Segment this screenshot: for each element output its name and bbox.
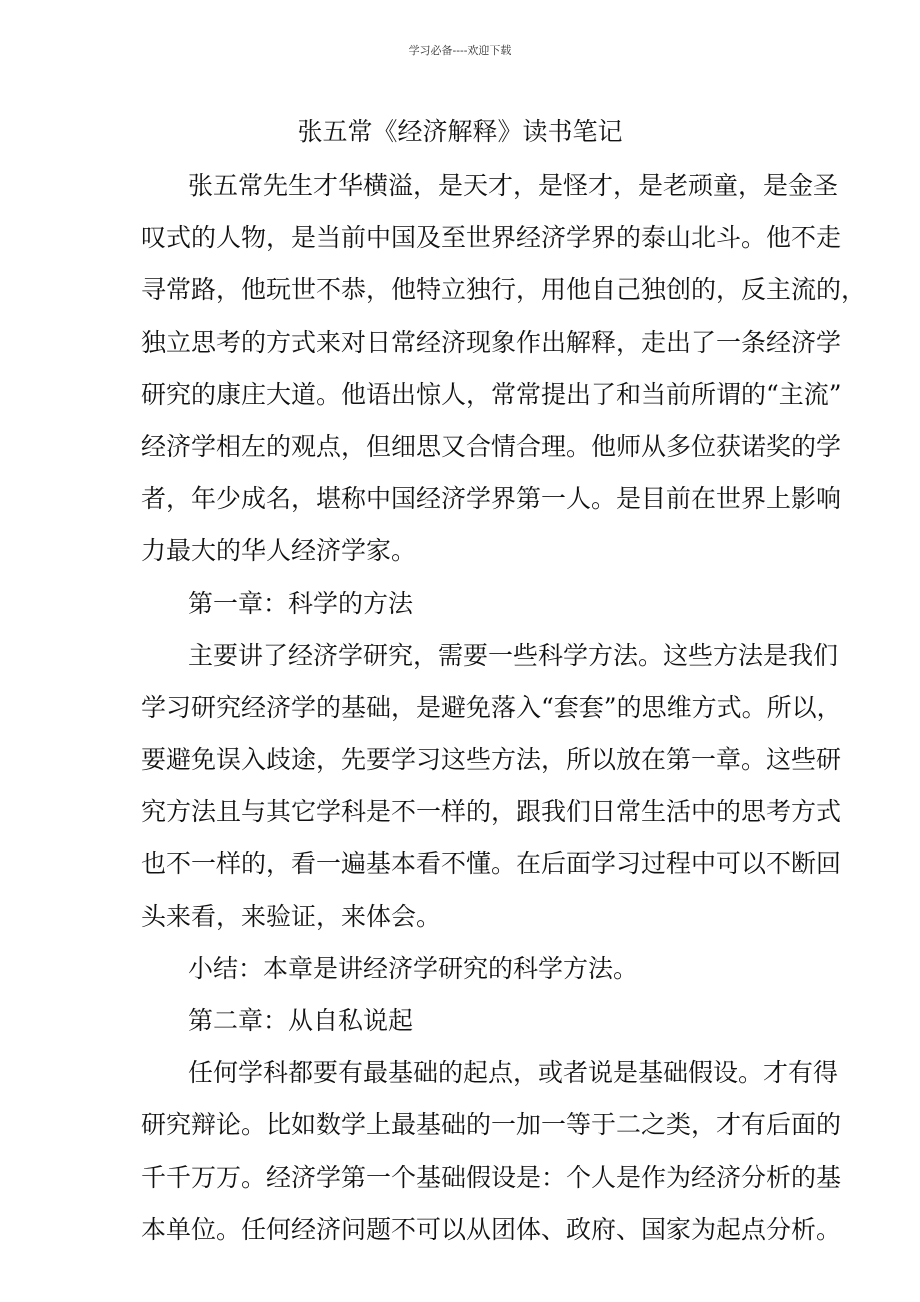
- paragraph: [141, 578, 783, 630]
- text-line: 者，年少成名，堪称中国经济学界第一人。是目前在世界上影响: [141, 484, 842, 514]
- text-line: 第一章：科学的方法: [188, 588, 414, 618]
- text-line: 叹式的人物，是当前中国及至世界经济学界的泰山北斗。他不走: [141, 223, 842, 253]
- page-header: 学习必备----欢迎下载: [408, 44, 512, 57]
- text-line: 研究的康庄大道。他语出惊人，常常提出了和当前所谓的“主流”: [141, 379, 842, 409]
- paragraph: [141, 160, 867, 578]
- text-line: 也不一样的，看一遍基本看不懂。在后面学习过程中可以不断回: [141, 849, 842, 879]
- text-line: 本单位。任何经济问题不可以从团体、政府、国家为起点分析。: [141, 1214, 842, 1244]
- text-line: 任何学科都要有最基础的起点，或者说是基础假设。才有得: [188, 1058, 839, 1088]
- text-line: 要避免误入歧途，先要学习这些方法，所以放在第一章。这些研: [141, 745, 842, 775]
- text-line: 小结：本章是讲经济学研究的科学方法。: [188, 953, 639, 983]
- text-line: 头来看，来验证，来体会。: [141, 901, 442, 931]
- paragraph: [141, 943, 783, 995]
- text-line: 经济学相左的观点，但细思又合情合理。他师从多位获诺奖的学: [141, 431, 842, 461]
- text-line: 究方法且与其它学科是不一样的，跟我们日常生活中的思考方式: [141, 797, 842, 827]
- text-line: 主要讲了经济学研究，需要一些科学方法。这些方法是我们: [188, 640, 839, 670]
- paragraph: [141, 1047, 842, 1256]
- text-line: 第二章：从自私说起: [188, 1006, 414, 1035]
- document-body: [141, 160, 867, 1256]
- paragraph: [141, 630, 842, 943]
- text-line: 独立思考的方式来对日常经济现象作出解释，走出了一条经济学: [141, 327, 842, 357]
- text-line: 研究辩论。比如数学上最基础的一加一等于二之类，才有后面的: [141, 1110, 842, 1140]
- document-title: 张五常《经济解释》读书笔记: [297, 117, 623, 146]
- text-line: 力最大的华人经济学家。: [141, 536, 417, 566]
- text-line: 千千万万。经济学第一个基础假设是：个人是作为经济分析的基: [141, 1162, 842, 1192]
- text-line: 寻常路，他玩世不恭，他特立独行，用他自己独创的，反主流的，: [141, 275, 867, 305]
- text-line: 学习研究经济学的基础，是避免落入“套套”的思维方式。所以，: [141, 692, 842, 722]
- paragraph: [141, 995, 783, 1047]
- text-line: 张五常先生才华横溢，是天才，是怪才，是老顽童，是金圣: [188, 171, 839, 200]
